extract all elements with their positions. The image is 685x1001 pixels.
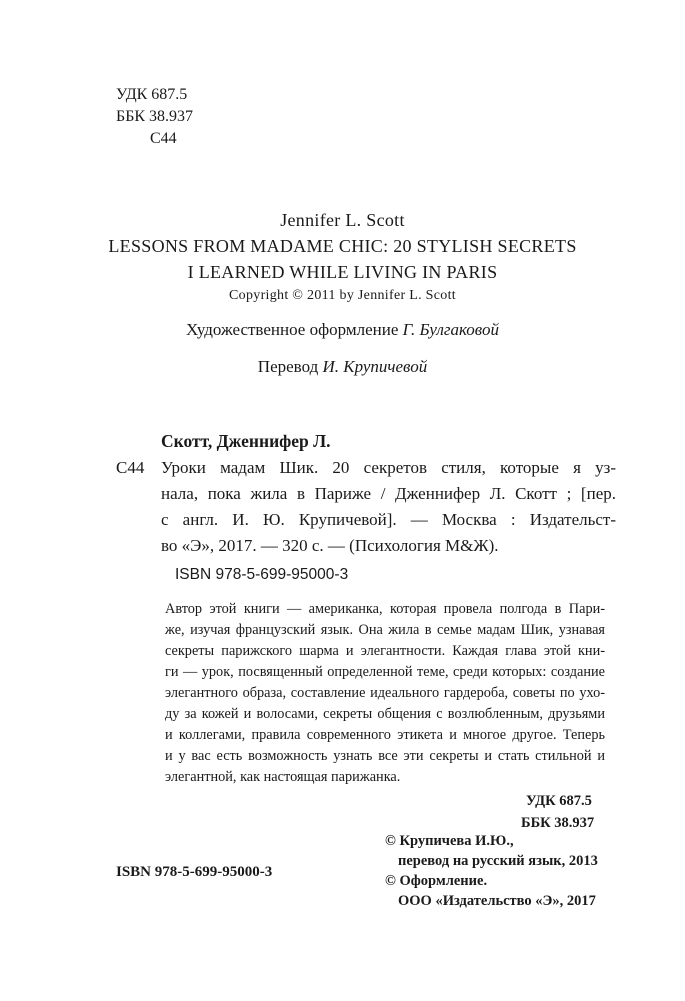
catalog-isbn: ISBN 978-5-699-95000-3 — [175, 566, 349, 583]
annotation-line: и коллегами, правила современного этикета и многое другое. Теперь — [165, 727, 605, 743]
author-mark: С44 — [150, 130, 177, 147]
annotation-line: элегантной, как настоящая парижанка. — [165, 769, 401, 785]
bib-line: с англ. И. Ю. Крупичевой]. — Москва : Издательст- — [161, 510, 616, 529]
design-credit-name: Г. Булгаковой — [402, 320, 499, 339]
copyright-translator: © Крупичева И.Ю., — [385, 833, 514, 849]
design-credit — [0, 320, 685, 340]
annotation-line: и у вас есть возможность узнать все эти секреты и стать стильной и — [165, 748, 605, 764]
udk-code: УДК 687.5 — [116, 86, 188, 103]
annotation-line: секреты парижского шарма и элегантности. Каждая глава этой кни- — [165, 643, 605, 659]
bib-line: Уроки мадам Шик. 20 секретов стиля, которые я уз- — [161, 458, 616, 477]
bib-line: во «Э», 2017. — 320 с. — (Психология М&Ж). — [161, 536, 499, 555]
annotation-line: Автор этой книги — американка, которая провела полгода в Пари- — [165, 601, 605, 617]
footer-isbn: ISBN 978-5-699-95000-3 — [116, 864, 273, 880]
annotation-line: ду за кожей и волосами, секреты общения с возлюбленным, друзьями — [165, 706, 605, 722]
original-author: Jennifer L. Scott — [280, 210, 405, 230]
bbk-code: ББК 38.937 — [116, 108, 194, 125]
original-copyright: Copyright © 2011 by Jennifer L. Scott — [229, 288, 456, 303]
translation-credit — [0, 357, 685, 377]
translation-credit-label: Перевод — [257, 357, 319, 376]
annotation-line: же, изучая французский язык. Она жила в семье мадам Шик, узнавая — [165, 622, 605, 638]
design-credit-label: Художественное оформление — [186, 320, 399, 339]
card-udk-code: УДК 687.5 — [526, 793, 592, 809]
annotation-line: элегантного образа, составление идеального гардероба, советы по ухо- — [165, 685, 605, 701]
original-title-line-1: LESSONS FROM MADAME CHIC: 20 STYLISH SECRETS — [108, 236, 577, 256]
copyright-translation-note: перевод на русский язык, 2013 — [398, 853, 598, 869]
translation-credit-name: И. Крупичевой — [322, 357, 428, 376]
bib-line: нала, пока жила в Париже / Дженнифер Л. Скотт ; [пер. — [161, 484, 616, 503]
catalog-mark: С44 — [116, 458, 145, 477]
catalog-heading: Скотт, Дженнифер Л. — [161, 431, 331, 451]
annotation-line: ги — урок, посвященный определенной теме, среди которых: создание — [165, 664, 605, 680]
copyright-publisher: ООО «Издательство «Э», 2017 — [398, 893, 596, 909]
copyright-design: © Оформление. — [385, 873, 488, 889]
card-bbk-code: ББК 38.937 — [521, 815, 595, 831]
original-title-line-2: I LEARNED WHILE LIVING IN PARIS — [187, 262, 498, 282]
